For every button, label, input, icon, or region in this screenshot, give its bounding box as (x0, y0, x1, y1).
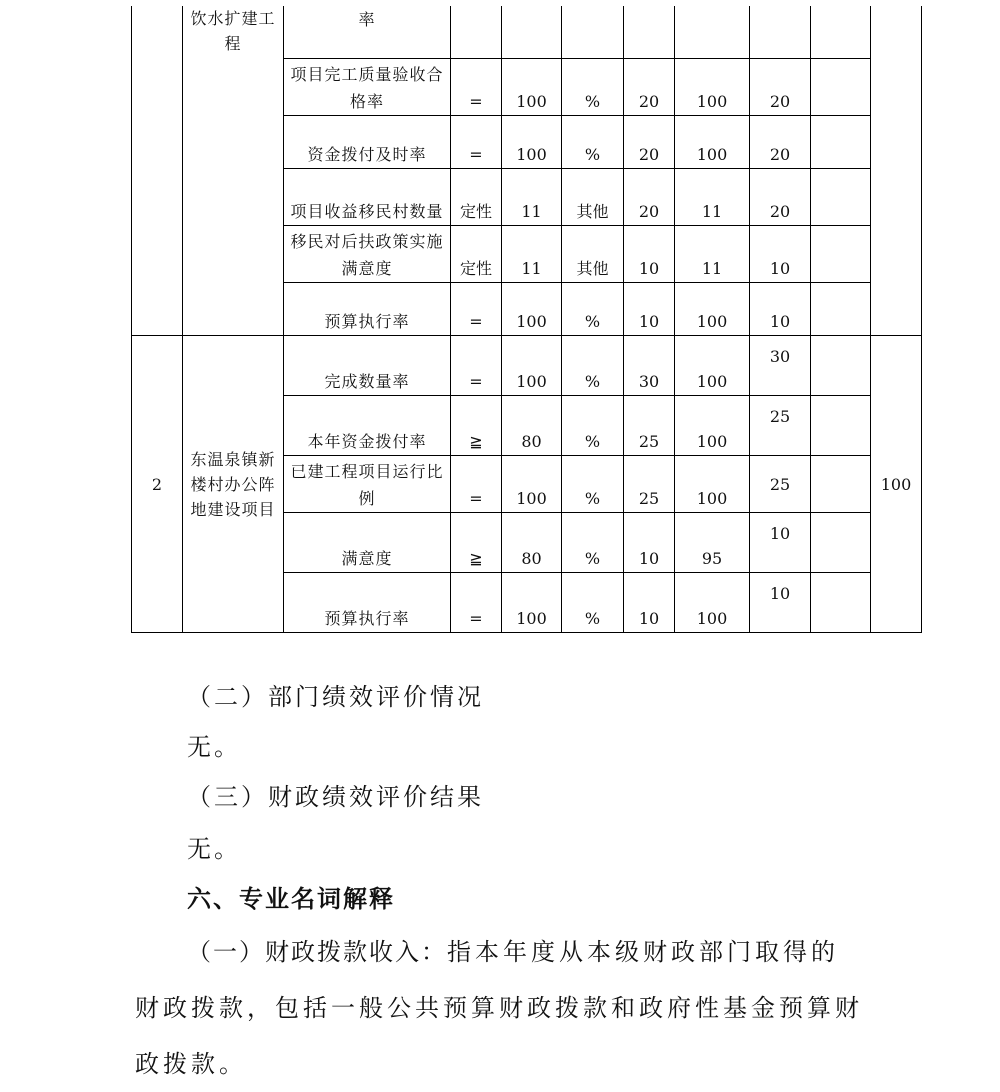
note-cell (811, 59, 871, 116)
score-cell: 30 (750, 336, 811, 396)
op-cell: = (451, 336, 502, 396)
indicator-cell (284, 283, 451, 336)
indicator-cell (284, 59, 451, 116)
project-name: 饮水扩建工程 (190, 9, 276, 53)
indicator-name: 预算执行率 (324, 609, 410, 628)
indicator-cell (284, 573, 451, 633)
actual-cell: 100 (675, 59, 750, 116)
actual-cell: 100 (675, 116, 750, 169)
section-fin-title (135, 772, 865, 822)
indicator-name: 移民对后扶政策实施满意度 (290, 232, 444, 278)
weight-cell: 20 (624, 169, 675, 226)
indicator-name: 率 (358, 10, 376, 29)
section-text: 无。 (187, 733, 241, 761)
indicator-name: 资金拨付及时率 (307, 145, 427, 164)
actual-cell: 100 (675, 456, 750, 513)
weight-cell: 10 (624, 513, 675, 573)
score-cell: 10 (750, 283, 811, 336)
indicator-cell (284, 513, 451, 573)
weight-cell: 25 (624, 456, 675, 513)
target-cell: 100 (502, 283, 562, 336)
section-heading: （二）部门绩效评价情况 (187, 683, 484, 711)
target-cell: 100 (502, 573, 562, 633)
op-cell: = (451, 116, 502, 169)
section-fin-body (135, 824, 865, 874)
unit-cell: % (562, 396, 624, 456)
op-cell: = (451, 283, 502, 336)
weight-cell: 10 (624, 573, 675, 633)
seq-cell-empty (132, 6, 183, 336)
weight-cell: 30 (624, 336, 675, 396)
op-cell (451, 6, 502, 59)
indicator-name: 预算执行率 (324, 312, 410, 331)
unit-cell: % (562, 456, 624, 513)
op-cell: ≧ (451, 513, 502, 573)
score-cell: 10 (750, 573, 811, 633)
unit-cell: % (562, 336, 624, 396)
performance-table (131, 6, 922, 633)
weight-cell: 10 (624, 226, 675, 283)
actual-cell: 100 (675, 396, 750, 456)
op-cell: ≧ (451, 396, 502, 456)
unit-cell: % (562, 59, 624, 116)
actual-cell: 100 (675, 573, 750, 633)
indicator-name: 项目完工质量验收合格率 (290, 65, 444, 111)
indicator-name: 项目收益移民村数量 (290, 202, 444, 221)
score-cell: 25 (750, 456, 811, 513)
op-cell: 定性 (451, 169, 502, 226)
indicator-name: 满意度 (341, 549, 393, 568)
actual-cell: 100 (675, 336, 750, 396)
score-cell: 20 (750, 116, 811, 169)
unit-cell (562, 6, 624, 59)
note-cell (811, 169, 871, 226)
op-cell: = (451, 456, 502, 513)
unit-cell: % (562, 116, 624, 169)
target-cell: 80 (502, 396, 562, 456)
unit-cell: 其他 (562, 169, 624, 226)
target-cell: 11 (502, 169, 562, 226)
unit-cell: % (562, 513, 624, 573)
score-cell: 10 (750, 226, 811, 283)
chapter-heading: 六、专业名词解释 (187, 885, 395, 913)
indicator-name: 本年资金拨付率 (307, 432, 427, 451)
note-cell (811, 116, 871, 169)
indicator-cell (284, 456, 451, 513)
note-cell (811, 336, 871, 396)
score-cell: 25 (750, 396, 811, 456)
actual-cell: 11 (675, 169, 750, 226)
note-cell (811, 283, 871, 336)
unit-cell: % (562, 573, 624, 633)
target-cell: 11 (502, 226, 562, 283)
actual-cell: 11 (675, 226, 750, 283)
note-cell (811, 456, 871, 513)
actual-cell: 100 (675, 283, 750, 336)
project-name: 东温泉镇新楼村办公阵地建设项目 (190, 449, 276, 519)
section-text: 无。 (187, 835, 241, 863)
note-cell (811, 573, 871, 633)
seq-cell: 2 (132, 336, 183, 633)
table-row (132, 336, 922, 396)
weight-cell: 25 (624, 396, 675, 456)
section-dept-body (135, 722, 865, 772)
note-cell (811, 226, 871, 283)
target-cell: 100 (502, 116, 562, 169)
actual-cell (675, 6, 750, 59)
indicator-cell (284, 169, 451, 226)
section-dept-title (135, 672, 865, 722)
unit-cell: 其他 (562, 226, 624, 283)
definition-text: 指本年度从本级财政部门取得的财政拨款，包括一般公共预算财政拨款和政府性基金预算财政拨款。 (135, 938, 863, 1078)
target-cell: 80 (502, 513, 562, 573)
definition-term: （一）财政拨款收入： (187, 938, 447, 966)
table-row (132, 6, 922, 59)
indicator-cell (284, 6, 451, 59)
note-cell (811, 6, 871, 59)
indicator-cell (284, 226, 451, 283)
project-name-cell (183, 336, 284, 633)
indicator-cell (284, 336, 451, 396)
weight-cell: 10 (624, 283, 675, 336)
indicator-name: 完成数量率 (324, 372, 410, 391)
target-cell: 100 (502, 59, 562, 116)
op-cell: 定性 (451, 226, 502, 283)
note-cell (811, 513, 871, 573)
total-cell-empty (871, 6, 922, 336)
actual-cell: 95 (675, 513, 750, 573)
indicator-cell (284, 116, 451, 169)
score-cell: 10 (750, 513, 811, 573)
score-cell: 20 (750, 59, 811, 116)
score-cell (750, 6, 811, 59)
score-cell: 20 (750, 169, 811, 226)
indicator-cell (284, 396, 451, 456)
indicator-name: 已建工程项目运行比例 (290, 462, 444, 508)
target-cell: 100 (502, 336, 562, 396)
weight-cell (624, 6, 675, 59)
target-cell (502, 6, 562, 59)
target-cell: 100 (502, 456, 562, 513)
section-heading: （三）财政绩效评价结果 (187, 783, 484, 811)
weight-cell: 20 (624, 59, 675, 116)
note-cell (811, 396, 871, 456)
unit-cell: % (562, 283, 624, 336)
total-score-cell: 100 (871, 336, 922, 633)
section-six-title (135, 874, 865, 924)
project-name-cell (183, 6, 284, 336)
weight-cell: 20 (624, 116, 675, 169)
op-cell: = (451, 59, 502, 116)
op-cell: = (451, 573, 502, 633)
